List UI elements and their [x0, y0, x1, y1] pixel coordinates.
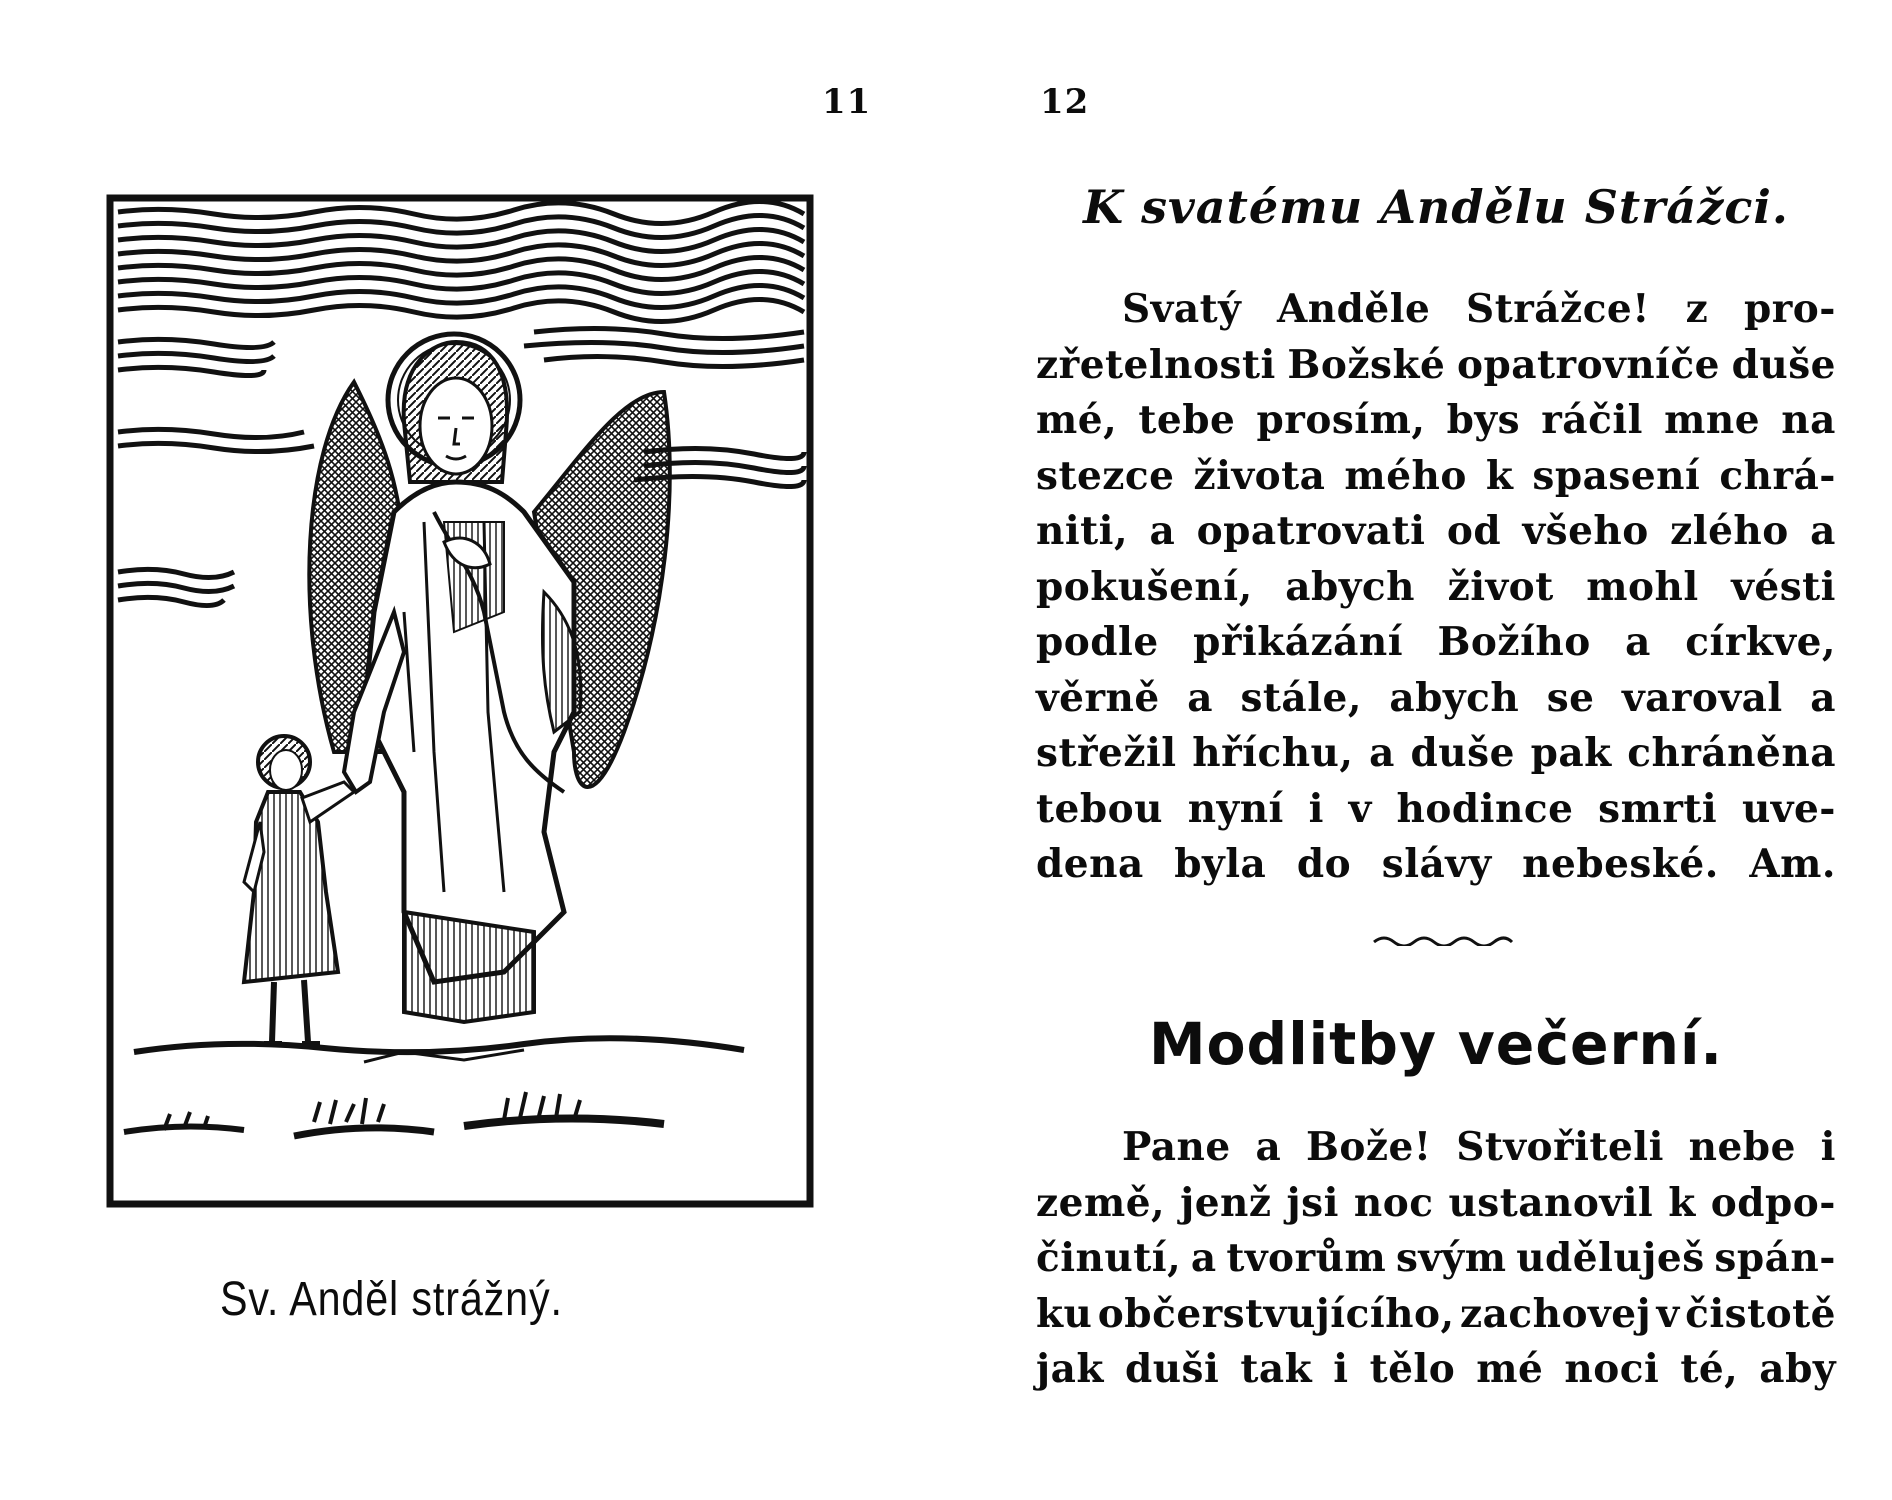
prayer-line: tebou nyní i v hodince smrti uve-	[1036, 785, 1836, 832]
evening-prayer	[1036, 1120, 1836, 1398]
prayer-line: stezce života mého k spasení chrá-	[1036, 452, 1836, 499]
page-number-left: 11	[822, 82, 872, 122]
prayer-line: zřetelnosti Božské opatrovníče duše	[1036, 341, 1836, 388]
prayer-line: mé, tebe prosím, bys ráčil mne na	[1036, 397, 1836, 443]
section-heading: Modlitby večerní.	[1148, 1010, 1724, 1078]
evening-line: činutí, a tvorům svým uděluješ spán-	[1036, 1235, 1836, 1281]
page-number-right: 12	[1040, 82, 1090, 122]
evening-line: ku občerstvujícího, zachovej v čistotě	[1036, 1290, 1836, 1337]
evening-line: jak duši tak i tělo mé noci té, aby	[1036, 1346, 1836, 1392]
prayer-line: podle přikázání Božího a církve,	[1036, 619, 1836, 665]
prayer-title: K svatému Andělu Strážci.	[1083, 180, 1789, 234]
prayer-line: věrně a stále, abych se varoval a	[1036, 674, 1836, 721]
guardian-angel-prayer	[1036, 282, 1836, 893]
ornament-divider	[1372, 932, 1514, 946]
prayer-line: pokušení, abych život mohl vésti	[1036, 563, 1836, 610]
prayer-line: niti, a opatrovati od všeho zlého a	[1036, 508, 1836, 554]
illustration-caption: Sv. Anděl strážný.	[220, 1273, 563, 1326]
prayer-line: dena byla do slávy nebeské. Am.	[1036, 841, 1836, 887]
evening-line: země, jenž jsi noc ustanovil k odpo-	[1036, 1179, 1836, 1226]
guardian-angel-woodcut	[104, 192, 816, 1210]
prayer-line: střežil hříchu, a duše pak chráněna	[1036, 730, 1836, 776]
angel-robe-hem	[404, 912, 534, 1022]
evening-line: Pane a Bože! Stvořiteli nebe i	[1122, 1124, 1836, 1170]
prayer-line: Svatý Anděle Strážce! z pro-	[1122, 286, 1836, 332]
